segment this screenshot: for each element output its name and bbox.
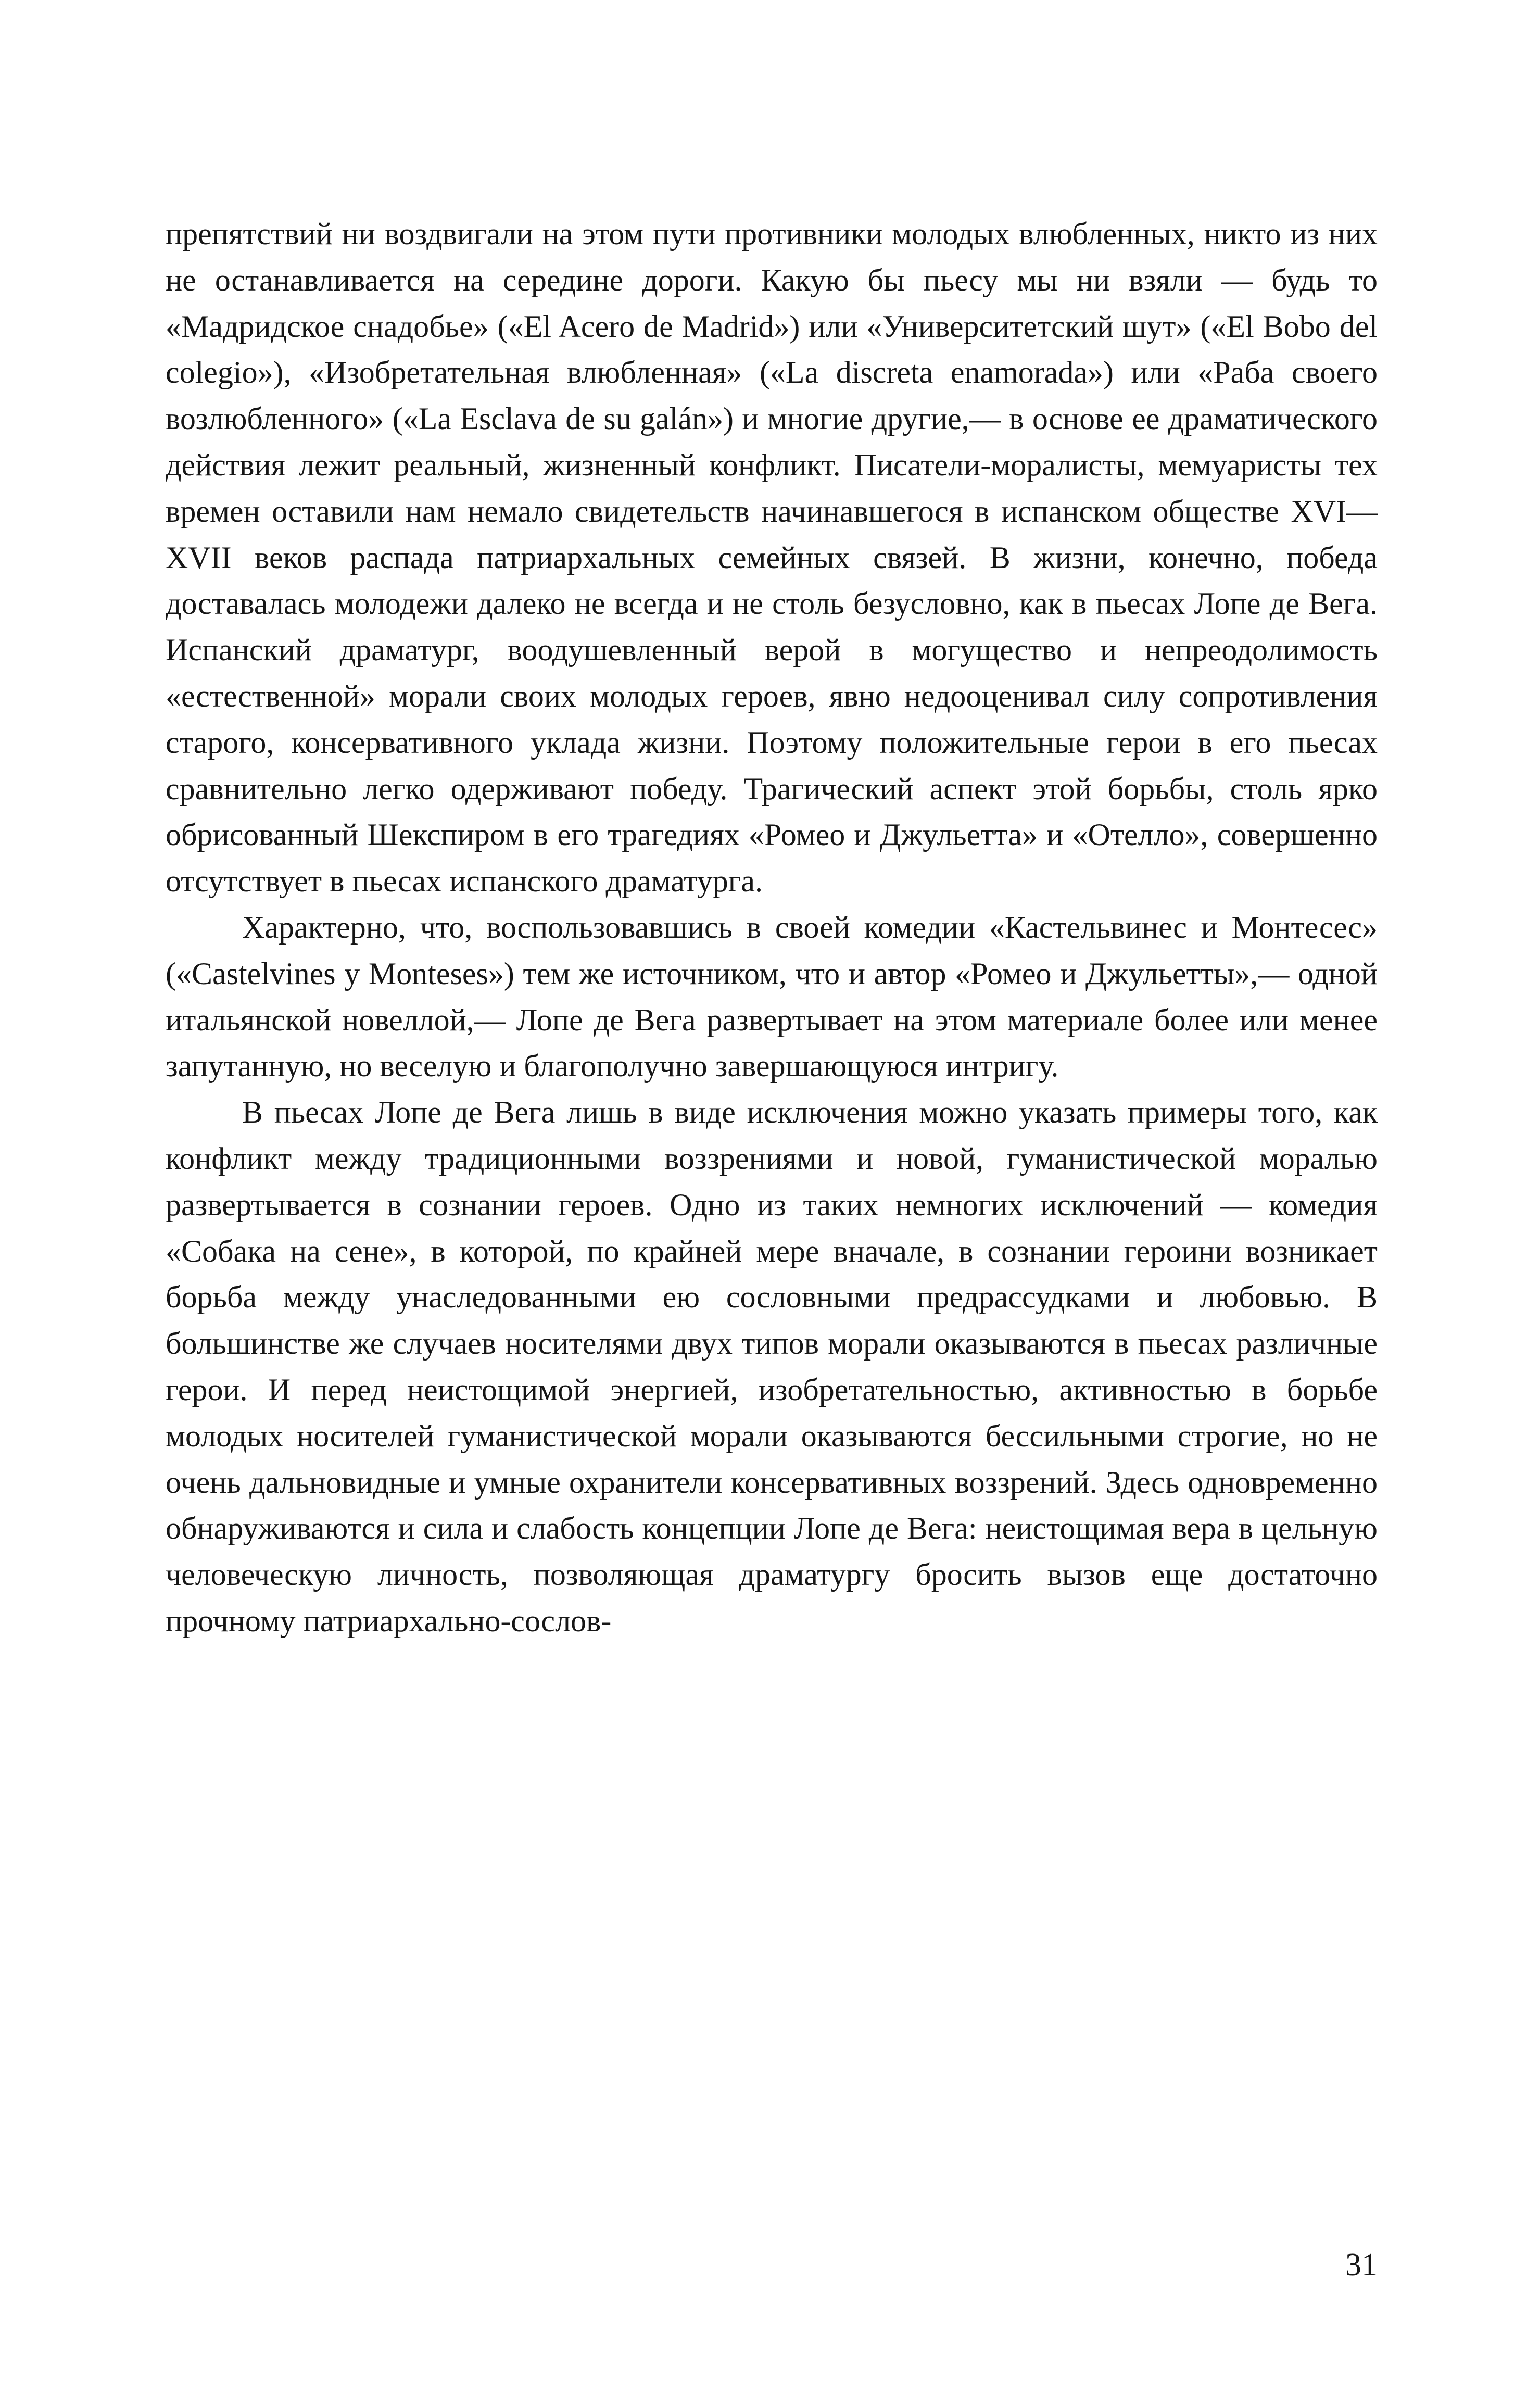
- page-text-block: [166, 211, 1378, 1644]
- paragraph-continued: препятствий ни воздвигали на этом пути противники молодых влюбленных, никто из них не останавливается на середине дороги. Какую бы пьесу мы ни взяли — будь то «Мадридское снадобье» («El Acero de Madrid») или «Университетский шут» («El Bobo del colegio»), «Изобретательная влюбленная» («La discreta enamorada») или «Раба своего возлюбленного» («La Esclava de su galán») и многие другие,— в основе ее драматического действия лежит реальный, жизненный конфликт. Писатели-моралисты, мемуаристы тех времен оставили нам немало свидетельств начинавшегося в испанском обществе XVI—XVII веков распада патриархальных семейных связей. В жизни, конечно, победа доставалась молодежи далеко не всегда и не столь безусловно, как в пьесах Лопе де Вега. Испанский драматург, воодушевленный верой в могущество и непреодолимость «естественной» морали своих молодых героев, явно недооценивал силу сопротивления старого, консервативного уклада жизни. Поэтому положительные герои в его пьесах сравнительно легко одерживают победу. Трагический аспект этой борьбы, столь ярко обрисованный Шекспиром в его трагедиях «Ромео и Джульетта» и «Отелло», совершенно отсутствует в пьесах испанского драматурга.: [166, 217, 1378, 899]
- paragraph-exceptions: В пьесах Лопе де Вега лишь в виде исключения можно указать примеры того, как конфликт между традиционными воззрениями и новой, гуманистической моралью развертывается в сознании героев. Одно из таких немногих исключений — комедия «Собака на сене», в которой, по крайней мере вначале, в сознании героини возникает борьба между унаследованными ею сословными предрассудками и любовью. В большинстве же случаев носителями двух типов морали оказываются в пьесах различные герои. И перед неистощимой энергией, изобретательностью, активностью в борьбе молодых носителей гуманистической морали оказываются бессильными строгие, но не очень дальновидные и умные охранители консервативных воззрений. Здесь одновременно обнаруживаются и сила и слабость концепции Лопе де Вега: неистощимая вера в цельную человеческую личность, позволяющая драматургу бросить вызов еще достаточно прочному патриархально-сослов-: [166, 1095, 1378, 1638]
- page-number: 31: [1345, 2247, 1378, 2283]
- paragraph-castelvines: Характерно, что, воспользовавшись в своей комедии «Кастельвинес и Монтесес» («Castelvines y Monteses») тем же источником, что и автор «Ромео и Джульетты»,— одной итальянской новеллой,— Лопе де Вега развертывает на этом материале более или менее запутанную, но веселую и благополучно завершающуюся интригу.: [166, 910, 1378, 1084]
